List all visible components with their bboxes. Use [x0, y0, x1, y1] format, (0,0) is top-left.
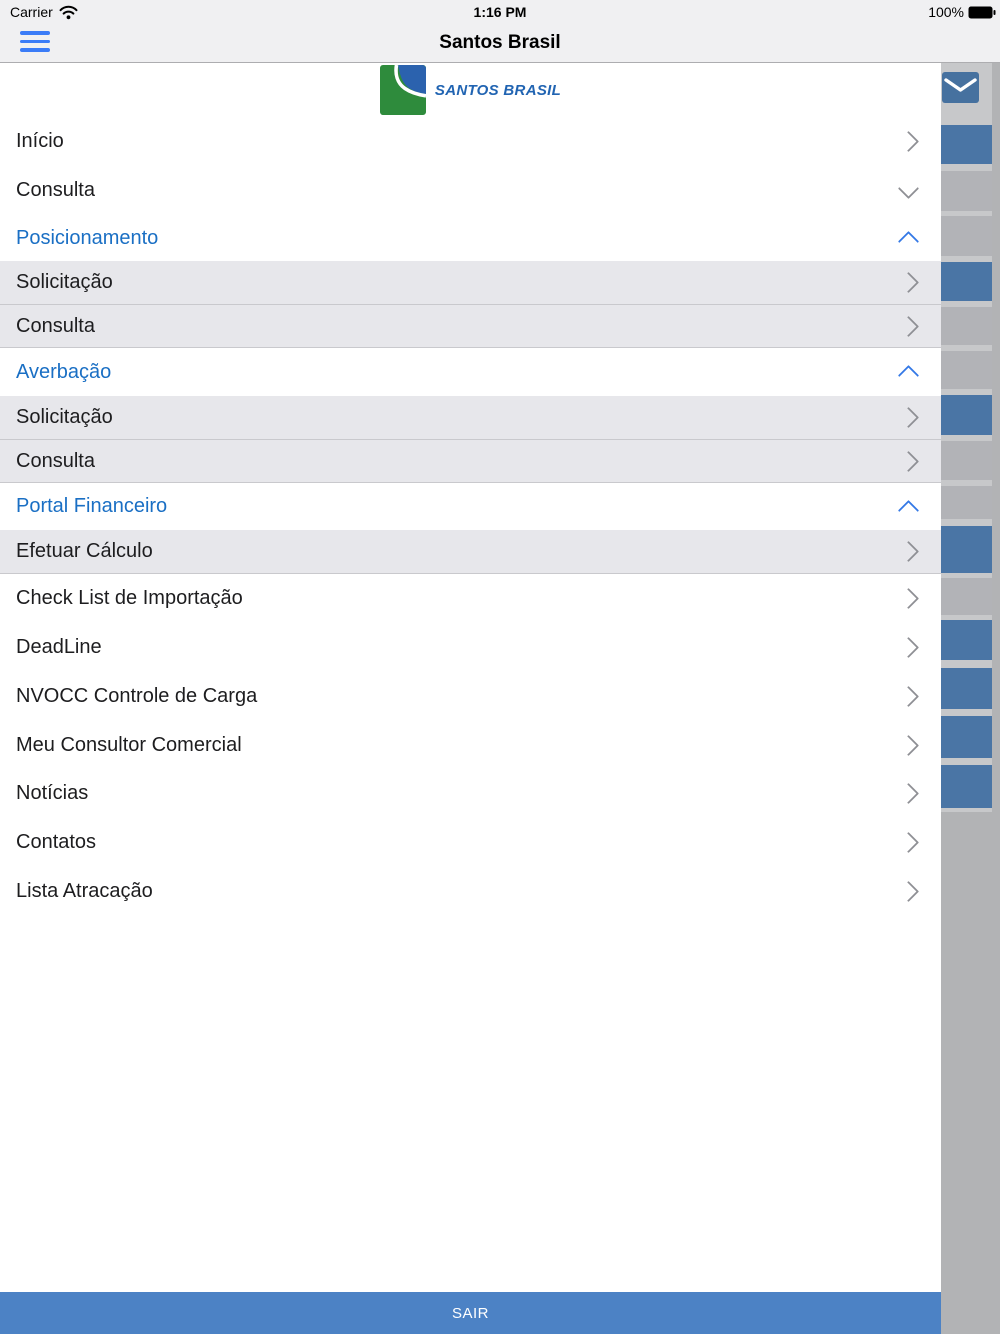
- chevron-right-icon: [898, 686, 919, 707]
- top-bar: [0, 0, 1000, 63]
- menu-section-posicionamento[interactable]: Posicionamento: [0, 215, 941, 261]
- background-row-block: [941, 171, 992, 211]
- background-row-block: [941, 486, 992, 519]
- battery-icon: [968, 6, 996, 19]
- background-row-block: [941, 578, 992, 615]
- menu-item-noticias[interactable]: Notícias: [0, 769, 941, 818]
- chevron-right-icon: [898, 637, 919, 658]
- menu-item-contatos[interactable]: Contatos: [0, 818, 941, 867]
- background-row-block: [941, 526, 992, 573]
- battery-percent-label: 100%: [928, 4, 964, 20]
- chevron-right-icon: [898, 832, 919, 853]
- santos-brasil-logo-icon: [380, 65, 426, 115]
- menu-item-deadline[interactable]: DeadLine: [0, 623, 941, 672]
- menu-item-check-list-importacao[interactable]: Check List de Importação: [0, 574, 941, 623]
- menu-item-efetuar-calculo[interactable]: Efetuar Cálculo: [0, 530, 941, 574]
- chevron-right-icon: [898, 783, 919, 804]
- chevron-right-icon: [898, 450, 919, 471]
- menu-item-consulta[interactable]: Consulta: [0, 166, 941, 215]
- envelope-icon[interactable]: [942, 72, 979, 103]
- background-row-block: [941, 307, 992, 345]
- clock-label: 1:16 PM: [473, 4, 527, 20]
- menu-item-meu-consultor-comercial[interactable]: Meu Consultor Comercial: [0, 721, 941, 769]
- menu-section-portal-financeiro[interactable]: Portal Financeiro: [0, 483, 941, 530]
- menu-item-lista-atracacao[interactable]: Lista Atracação: [0, 867, 941, 916]
- chevron-right-icon: [898, 131, 919, 152]
- background-row-block: [941, 765, 992, 808]
- background-row-block: [941, 441, 992, 480]
- chevron-up-icon: [898, 365, 919, 386]
- menu-item-averbacao-consulta[interactable]: Consulta: [0, 440, 941, 483]
- background-row-block: [941, 262, 992, 301]
- chevron-down-icon: [898, 177, 919, 198]
- chevron-right-icon: [898, 315, 919, 336]
- menu-item-posicionamento-consulta[interactable]: Consulta: [0, 305, 941, 348]
- chevron-right-icon: [898, 734, 919, 755]
- background-row-block: [941, 125, 992, 164]
- logo-text: SANTOS BRASIL: [434, 81, 562, 99]
- background-row-block: [941, 216, 992, 256]
- menu-item-nvocc-controle-carga[interactable]: NVOCC Controle de Carga: [0, 672, 941, 721]
- background-row-block: [941, 395, 992, 435]
- menu-item-averbacao-solicitacao[interactable]: Solicitação: [0, 396, 941, 440]
- chevron-right-icon: [898, 588, 919, 609]
- carrier-label: Carrier: [10, 4, 53, 20]
- background-page-strip: [941, 63, 1000, 1334]
- sair-button[interactable]: SAIR: [0, 1292, 941, 1334]
- menu-section-averbacao[interactable]: Averbação: [0, 348, 941, 396]
- background-row-block: [941, 351, 992, 389]
- chevron-up-icon: [898, 499, 919, 520]
- side-menu-drawer: [0, 63, 941, 1334]
- status-bar: [0, 0, 1000, 25]
- chevron-up-icon: [898, 231, 919, 252]
- menu-item-inicio[interactable]: Início: [0, 117, 941, 166]
- chevron-right-icon: [898, 881, 919, 902]
- background-row-block: [941, 716, 992, 758]
- chevron-right-icon: [898, 272, 919, 293]
- nav-title: Santos Brasil: [439, 32, 561, 53]
- logo: [0, 63, 941, 117]
- background-row-block: [941, 668, 992, 709]
- chevron-right-icon: [898, 541, 919, 562]
- background-row-block: [941, 620, 992, 660]
- menu-item-posicionamento-solicitacao[interactable]: Solicitação: [0, 261, 941, 305]
- chevron-right-icon: [898, 407, 919, 428]
- menu-list: [0, 117, 941, 916]
